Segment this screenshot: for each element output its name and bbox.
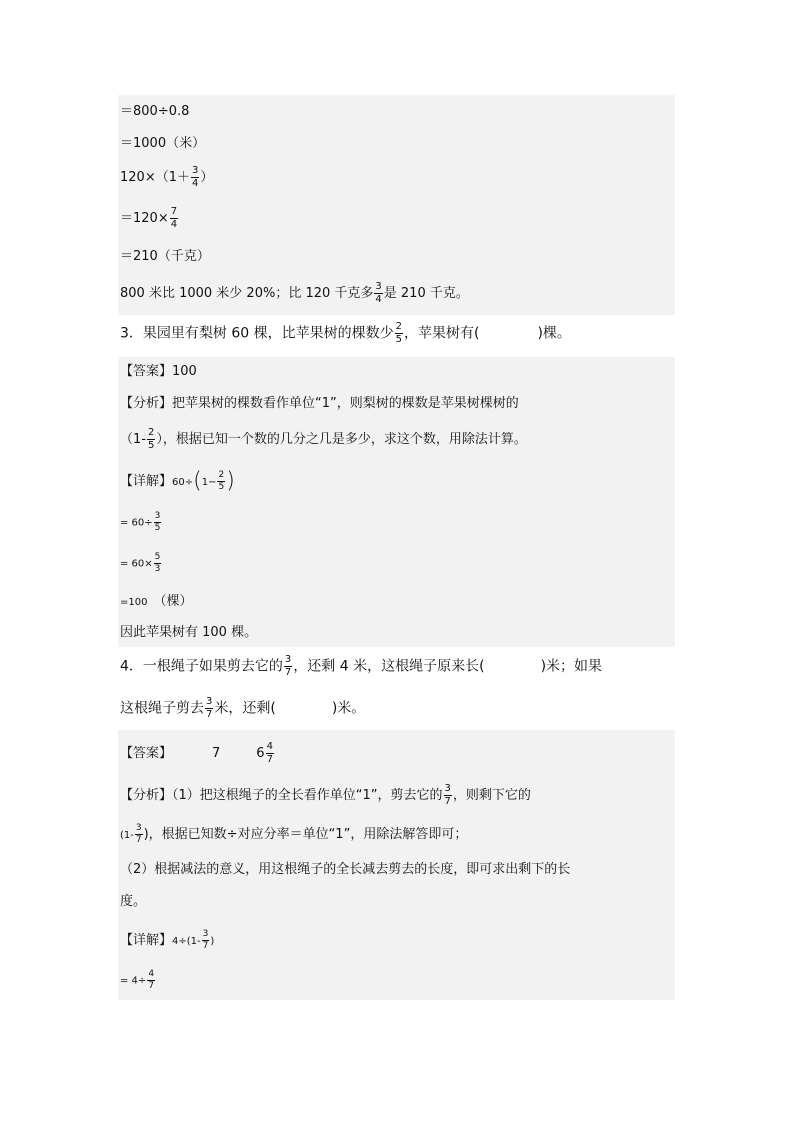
- analysis-line: （1- $\frac{2}{5}$ ），根据已知一个数的几分之几是多少，求这个数，用除法计算。: [120, 427, 527, 451]
- analysis-line: （2）根据减法的意义，用这根绳子的全长减去剪去的长度，即可求出剩下的长: [120, 862, 571, 877]
- detail-label: 【详解】: [120, 474, 173, 489]
- answer-value: 100: [172, 364, 197, 379]
- detail-label: 【详解】: [120, 933, 173, 948]
- answer-line: [120, 362, 197, 382]
- conclusion-line: 因此苹果树有 100 棵。: [120, 625, 258, 640]
- question-4: 4．一根绳子如果剪去它的 $\frac{3}{7}$ ，还剩 4 米，这根绳子原来长( )米；如果: [120, 654, 603, 678]
- detail-line: =100 （棵）: [120, 594, 193, 609]
- question-4-continued: 这根绳子剪去 $\frac{3}{7}$ 米，还剩( )米。: [120, 696, 366, 720]
- answer-value: 6: [256, 746, 265, 761]
- analysis-label: 【分析】: [120, 788, 173, 803]
- analysis-line: 【分析】把苹果树的棵数看作单位“1”，则梨树的棵数是苹果树棵树的: [120, 396, 519, 411]
- detail-line: = 60× $\frac{5}{3}$: [120, 552, 161, 574]
- detail-line: 【详解】60÷(1− $\frac{2}{5}$ ): [120, 468, 235, 494]
- calc-line: ＝120× $\frac{7}{4}$: [120, 206, 178, 230]
- answer-label: 【答案】: [120, 746, 173, 761]
- detail-line: = 4÷ $\frac{4}{7}$: [120, 969, 155, 991]
- analysis-label: 【分析】: [120, 396, 173, 411]
- answer-line: 【答案】 7 6 $\frac{4}{7}$: [120, 741, 273, 765]
- calc-line: 120×（1＋ $\frac{3}{4}$ ）: [120, 165, 214, 189]
- question-3: 3．果园里有梨树 60 棵，比苹果树的棵数少 $\frac{2}{5}$ ，苹果树有( )棵。: [120, 321, 571, 345]
- calc-summary: 800 米比 1000 米少 20%；比 120 千克多 $\frac{3}{4}$ 是 210 千克。: [120, 281, 469, 305]
- calc-line: ＝210（千克）: [120, 249, 210, 264]
- answer-label: 【答案】: [120, 364, 173, 379]
- analysis-line: 度。: [120, 894, 147, 909]
- analysis-line: (1- $\frac{3}{7}$ )，根据已知数÷对应分率＝单位“1”，用除法解答即可；: [120, 823, 468, 845]
- analysis-line: 【分析】（1）把这根绳子的全长看作单位“1”，剪去它的 $\frac{3}{7}$ ，则剩下它的: [120, 783, 531, 807]
- answer-value: 7: [212, 746, 221, 761]
- calc-line: ＝800÷0.8: [120, 104, 190, 119]
- detail-line: = 60÷ $\frac{3}{5}$: [120, 511, 161, 533]
- detail-line: 【详解】4÷(1- $\frac{3}{7}$ ): [120, 929, 215, 951]
- calc-line: ＝1000（米）: [120, 136, 206, 151]
